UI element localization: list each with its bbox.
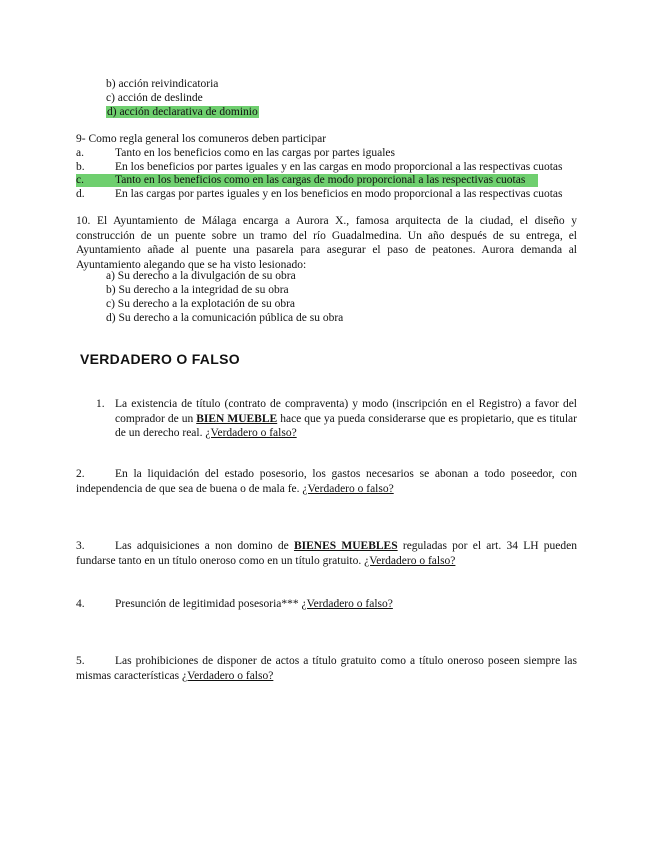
true-false-prompt: ¿Verdadero o falso? [301, 598, 393, 610]
true-false-prompt: ¿Verdadero o falso? [302, 482, 394, 495]
q8-option-b: b) acción reivindicatoria [106, 78, 219, 90]
vf-item4-text: 4. Presunción de legitimidad posesoria*** ¿Verdadero o falso? [76, 598, 393, 610]
true-false-prompt: ¿Verdadero o falso? [205, 427, 297, 439]
vf-item1-number: 1. [96, 398, 105, 410]
q9-option-a: a. Tanto en los beneficios como en las cargas por partes iguales [76, 147, 396, 159]
q9-question: 9- Como regla general los comuneros deben participar [76, 133, 327, 145]
q9-option-b: b. En los beneficios por partes iguales y en las cargas en modo proporcional a las respectivas cuotas [76, 161, 563, 173]
q10-option-c: c) Su derecho a la explotación de su obra [106, 298, 296, 310]
q10-option-a: a) Su derecho a la divulgación de su obra [106, 270, 296, 282]
q9-option-d: d. En las cargas por partes iguales y en los beneficios en modo proporcional a las respectivas cuotas [76, 188, 563, 200]
section-heading: VERDADERO O FALSO [80, 351, 240, 367]
q10-question: 10. El Ayuntamiento de Málaga encarga a Aurora X., famosa arquitecta de la ciudad, el diseño y construcción de un puente sobre un tramo del río Guadalmedina. Un año después de su entrega, el Ayuntamiento añade al puente una pasarela para asegurar el paso de peatones. Aurora demanda al Ayuntamiento alegando que se ha visto lesionado: [76, 215, 577, 271]
q10-option-d: d) Su derecho a la comunicación pública de su obra [106, 312, 344, 324]
vf-item1-text: La existencia de título (contrato de compraventa) y modo (inscripción en el Registro) a favor del comprador de un BIEN MUEBLE hace que ya pueda considerarse que es propietario, que es titular de un derecho real. ¿Verdadero o falso? [115, 398, 577, 439]
vf-item5-text: 5. Las prohibiciones de disponer de actos a título gratuito como a título oneroso poseen siempre las mismas características ¿Verdadero o falso? [76, 655, 577, 682]
vf-item2-text: 2. En la liquidación del estado posesorio, los gastos necesarios se abonan a todo poseedor, con independencia de que sea de buena o de mala fe. ¿Verdadero o falso? [76, 468, 577, 495]
true-false-prompt: ¿Verdadero o falso? [182, 669, 274, 682]
highlighted-answer: d) acción declarativa de dominio [107, 106, 258, 118]
q10-option-b: b) Su derecho a la integridad de su obra [106, 284, 289, 296]
q8-option-d [106, 105, 259, 119]
q8-option-c: c) acción de deslinde [106, 92, 203, 104]
q9-option-c: c. Tanto en los beneficios como en las cargas de modo proporcional a las respectivas cuotas [76, 174, 526, 186]
true-false-prompt: ¿Verdadero o falso? [364, 554, 456, 567]
vf-item3-text: 3. Las adquisiciones a non domino de BIENES MUEBLES reguladas por el art. 34 LH pueden fundarse tanto en un título oneroso como en un título gratuito. ¿Verdadero o falso? [76, 540, 577, 567]
